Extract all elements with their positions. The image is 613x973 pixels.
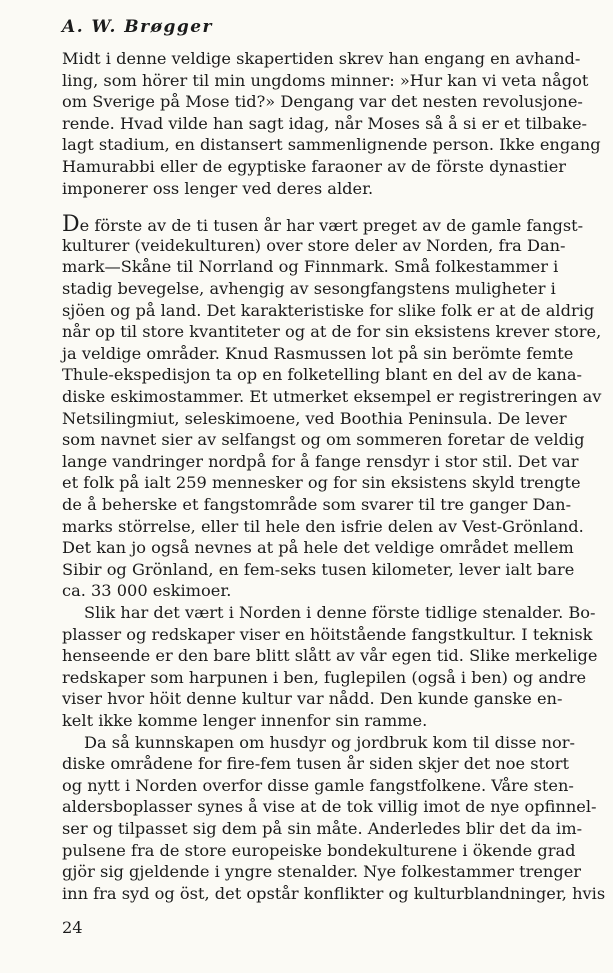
- text-line: Hamurabbi eller de egyptiske faraoner av de förste dynastier: [62, 157, 567, 176]
- text-line: ser og tilpasset sig dem på sin måte. Anderledes blir det da im-: [62, 819, 583, 838]
- running-head: A. W. Brøgger: [62, 17, 214, 37]
- text-line: når op til store kvantiteter og at de for sin eksistens krever store,: [62, 322, 602, 341]
- text-line: rende. Hvad vilde han sagt idag, når Moses så å si er et tilbake-: [62, 114, 588, 133]
- first-line-text: e förste av de ti tusen år har vært preget av de gamle fangst-: [79, 216, 584, 235]
- text-line: Midt i denne veldige skapertiden skrev han engang en avhand-: [62, 49, 581, 68]
- text-line: redskaper som harpunen i ben, fuglepilen (også i ben) og andre: [62, 668, 587, 687]
- text-line: viser hvor höit denne kultur var nådd. Den kunde ganske en-: [62, 689, 563, 708]
- text-line: aldersboplasser synes å vise at de tok villig imot de nye opfinnel-: [62, 797, 597, 816]
- text-line: inn fra syd og öst, det opstår konflikter og kulturblandninger, hvis: [62, 884, 606, 903]
- text-line: lange vandringer nordpå for å fange rensdyr i stor stil. Det var: [62, 452, 579, 471]
- text-line: ling, som hörer til min ungdoms minner: »Hur kan vi veta något: [62, 71, 589, 90]
- text-line: stadig bevegelse, avhengig av sesongfangstens muligheter i: [62, 279, 556, 298]
- text-line: plasser og redskaper viser en höitstående fangstkultur. I teknisk: [62, 625, 593, 644]
- drop-letter: D: [62, 212, 80, 237]
- text-line: Netsilingmiut, seleskimoene, ved Boothia Peninsula. De lever: [62, 409, 567, 428]
- text-line: Sibir og Grönland, en fem-seks tusen kilometer, lever ialt bare: [62, 560, 575, 579]
- text-line: de å beherske et fangstområde som svarer til tre ganger Dan-: [62, 495, 572, 514]
- text-line: pulsene fra de store europeiske bondekulturene i ökende grad: [62, 841, 576, 860]
- page-number: 24: [62, 918, 83, 937]
- text-line: ca. 33 000 eskimoer.: [62, 581, 232, 600]
- text-line: Thule-ekspedisjon ta op en folketelling blant en del av de kana-: [62, 365, 582, 384]
- text-line: mark—Skåne til Norrland og Finnmark. Små folkestammer i: [62, 257, 559, 276]
- text-line: imponerer oss lenger ved deres alder.: [62, 179, 374, 198]
- text-line: gjör sig gjeldende i yngre stenalder. Nye folkestammer trenger: [62, 862, 582, 881]
- text-line-first: [62, 212, 584, 237]
- text-line: Slik har det vært i Norden i denne förste tidlige stenalder. Bo-: [84, 603, 596, 622]
- text-line: diske eskimostammer. Et utmerket eksempel er registreringen av: [62, 387, 602, 406]
- text-line: kelt ikke komme lenger innenfor sin ramme.: [62, 711, 428, 730]
- text-line: et folk på ialt 259 mennesker og for sin eksistens skyld trengte: [62, 473, 581, 492]
- text-line: marks störrelse, eller til hele den isfrie delen av Vest-Grönland.: [62, 517, 584, 536]
- text-line: henseende er den bare blitt slått av vår egen tid. Slike merkelige: [62, 646, 598, 665]
- text-line: Da så kunnskapen om husdyr og jordbruk kom til disse nor-: [84, 733, 575, 752]
- text-line: ja veldige områder. Knud Rasmussen lot på sin berömte femte: [62, 344, 574, 363]
- text-line: og nytt i Norden overfor disse gamle fangstfolkene. Våre sten-: [62, 776, 574, 795]
- text-line: kulturer (veidekulturen) over store deler av Norden, fra Dan-: [62, 236, 566, 255]
- text-line: sjöen og på land. Det karakteristiske for slike folk er at de aldrig: [62, 301, 595, 320]
- text-line: som navnet sier av selfangst og om sommeren foretar de veldig: [62, 430, 585, 449]
- text-line: Det kan jo også nevnes at på hele det veldige området mellem: [62, 538, 574, 557]
- text-line: diske områdene for fire-fem tusen år siden skjer det noe stort: [62, 754, 570, 773]
- text-line: om Sverige på Mose tid?» Dengang var det nesten revolusjone-: [62, 92, 583, 111]
- text-line: lagt stadium, en distansert sammenlignende person. Ikke engang: [62, 135, 601, 154]
